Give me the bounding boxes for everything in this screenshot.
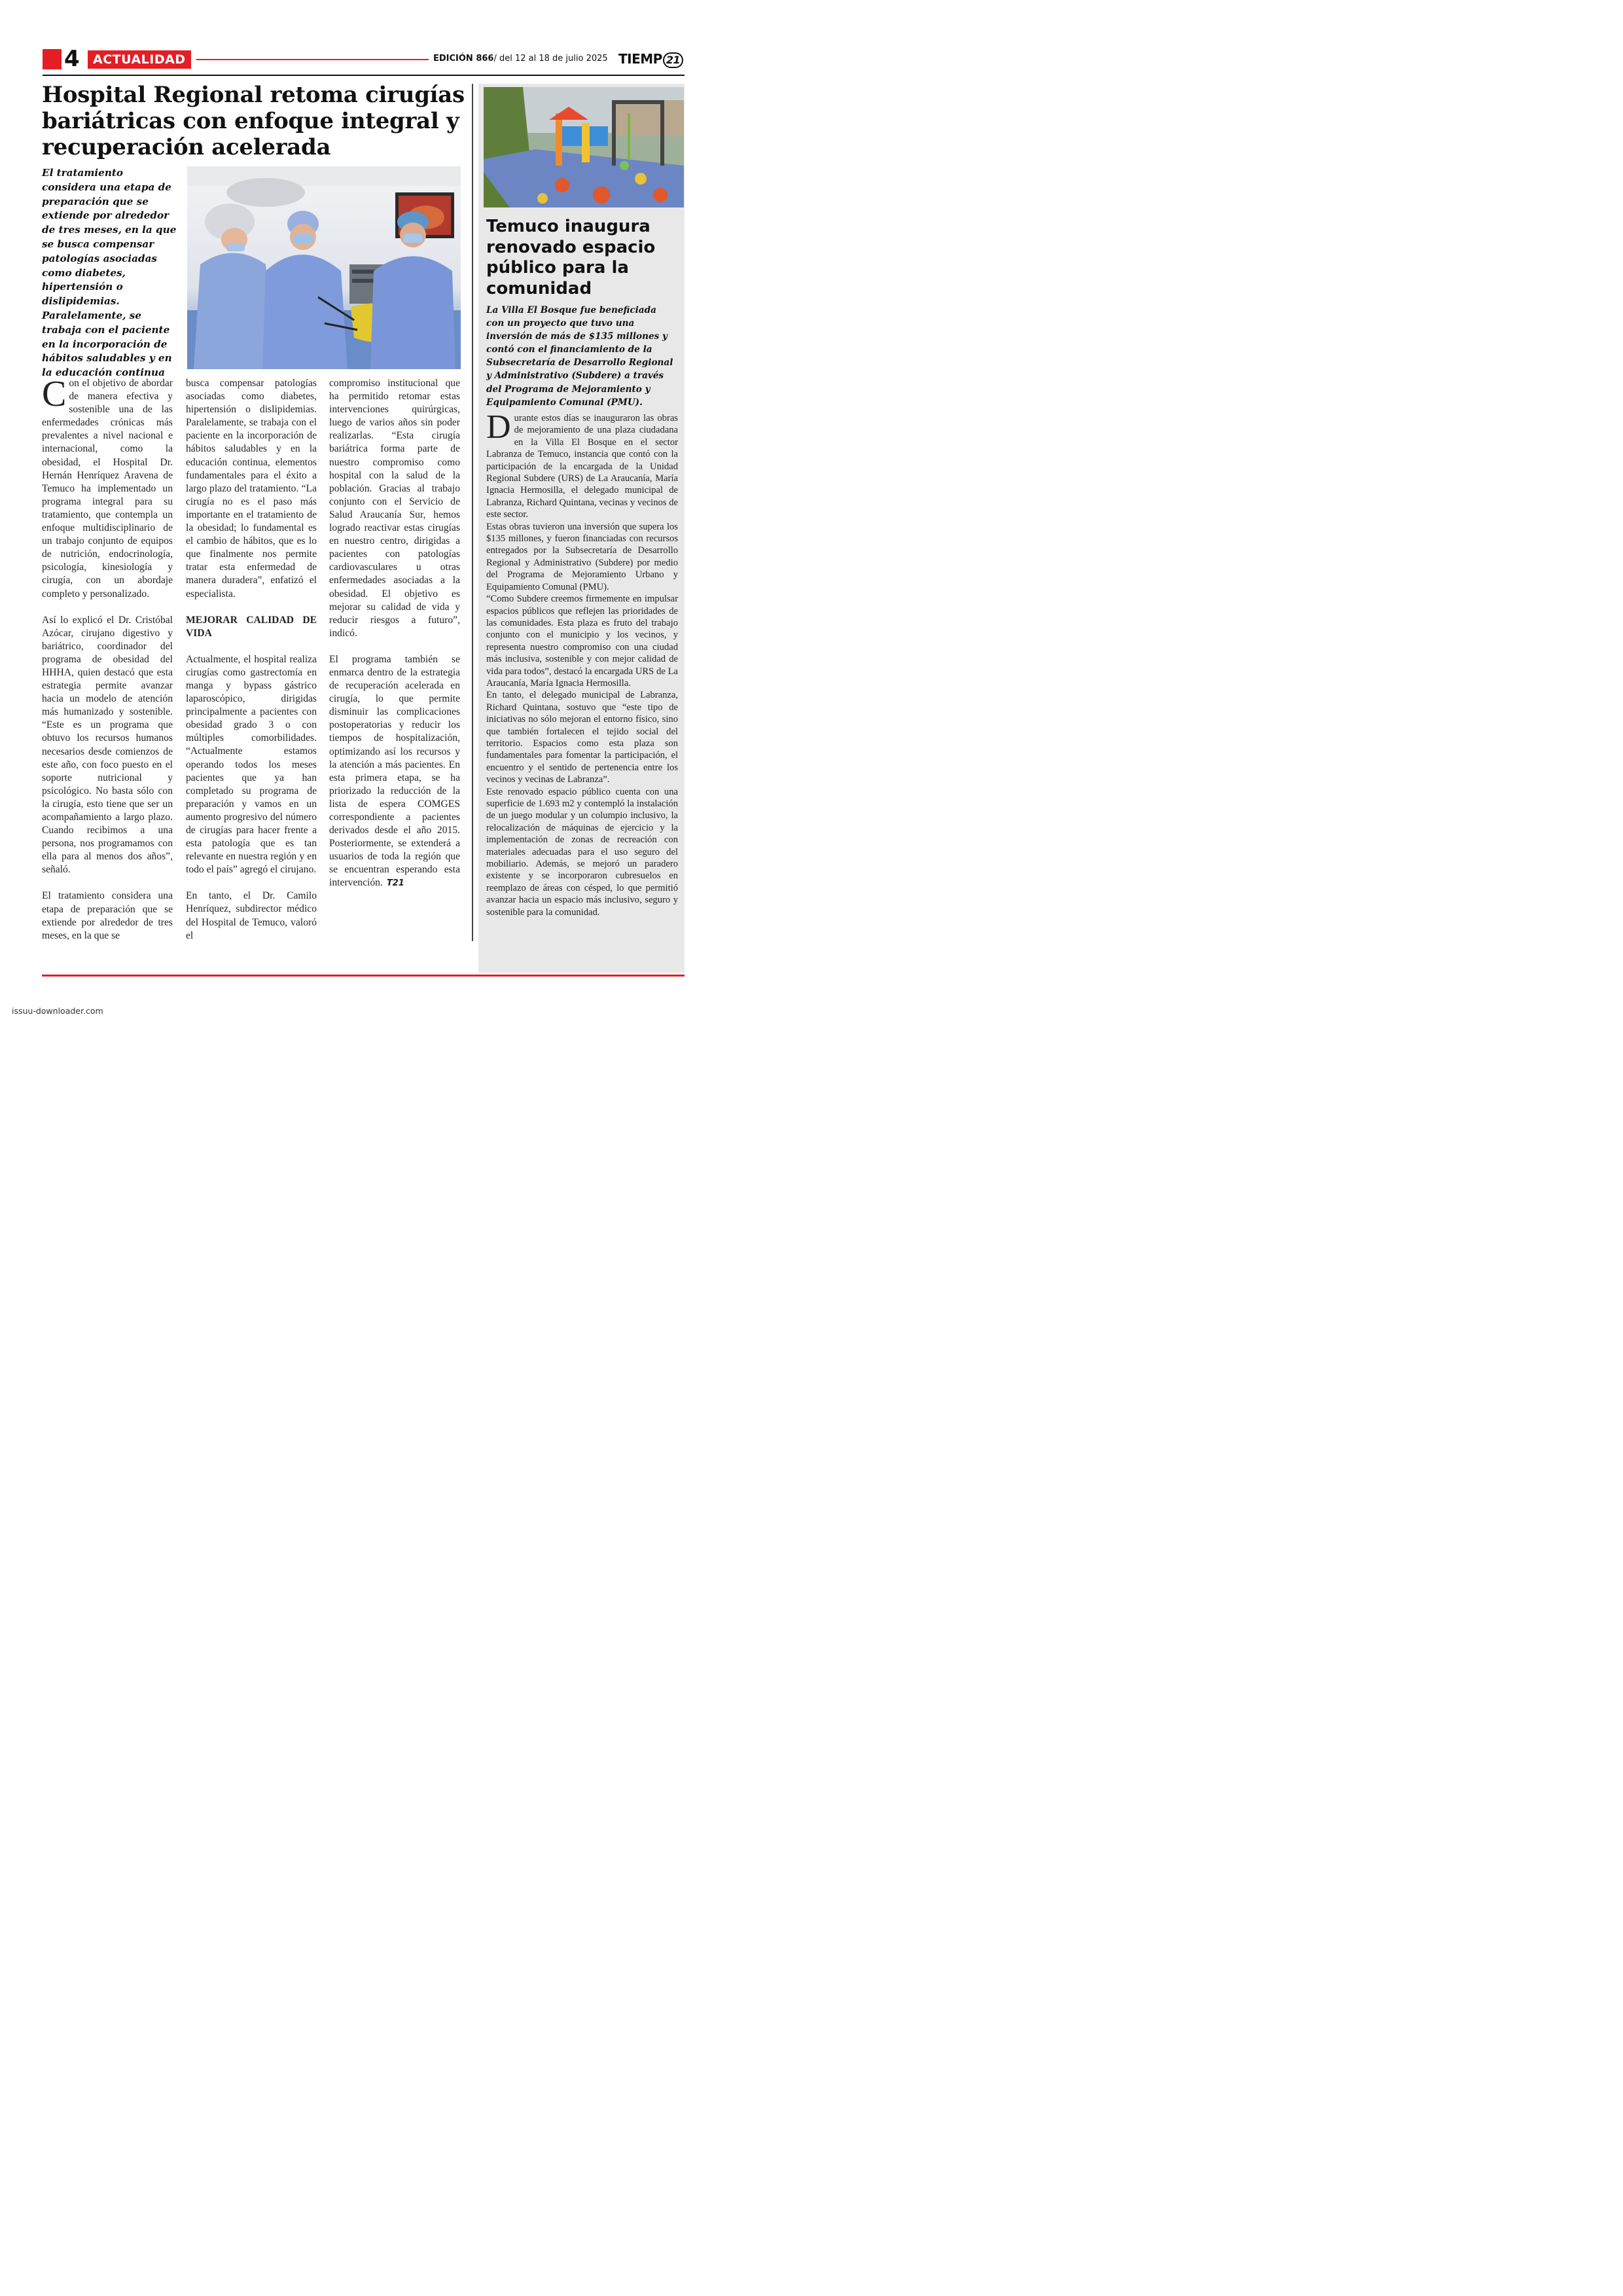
section-label: ACTUALIDAD — [88, 50, 191, 69]
article-paragraph: busca compensar patologías asociadas como diabetes, hipertensión o dislipidemias. Paralelamente, se trabaja con el paciente en la incorporación de hábitos saludables y en la educación continua, elementos fundamentales para el éxito a largo plazo del tratamiento. “La cirugía no es el paso más importante en el tratamiento de la obesidad; lo fundamental es el cambio de hábitos, que es lo que finalmente nos permite tratar esta enfermedad de manera duradera”, enfatizó el especialista. — [186, 378, 317, 600]
playground-photo — [484, 87, 684, 207]
header-red-line — [196, 59, 429, 60]
edition-dates: / del 12 al 18 de julio 2025 — [493, 54, 608, 63]
sidebar-paragraph: En tanto, el delegado municipal de Labranza, Richard Quintana, sostuvo que “este tipo de iniciativas no sólo mejoran el entorno físico, sino que también fortalecen el tejido social del territorio. Espacios como esta plaza son fundamentales para fomentar la participación, el encuentro y el sentido de pertenencia entre los vecinos y vecinas de Labranza”. — [486, 690, 678, 785]
surgery-photo — [187, 166, 461, 369]
footer-red-rule — [42, 975, 685, 977]
article-lead: El tratamiento considera una etapa de preparación que se extiende por alrededor de tres meses, en la que se busca compensar patologías asociadas como diabetes, hipertensión o dislipidemias. Paralelamente, se trabaja con el paciente en la incorporación de hábitos saludables y en la educación continua — [42, 167, 177, 379]
article-paragraph: compromiso institucional que ha permitido retomar estas intervenciones quirúrgicas, luego de varios años sin poder realizarlas. “Esta cirugía bariátrica forma parte de nuestro compromiso como hospital con la salud de la población. Gracias al trabajo conjunto con el Servicio de Salud Araucanía Sur, hemos logrado reactivar estas cirugías en nuestro centro, dirigidas a pacientes con patologías cardiovasculares u otras enfermedades asociadas a la obesidad. El objetivo es mejorar su calidad de vida y reducir riesgos a futuro”, indicó. — [329, 378, 460, 639]
article-paragraph: En tanto, el Dr. Camilo Henríquez, subdirector médico del Hospital de Temuco, valoró el — [186, 890, 317, 941]
article-paragraph: El tratamiento considera una etapa de preparación que se extiende por alrededor de tres meses, en la que se — [42, 890, 173, 941]
sidebar-dropcap: D — [486, 408, 511, 446]
sidebar-lead: La Villa El Bosque fue beneficiada con un proyecto que tuvo una inversión de más de $135 millones y contó con el financiamiento de la Subsecretaría de Desarrollo Regional y Administrativo (Subdere) a través del Programa de Mejoramiento y Equipamiento Comunal (PMU). — [486, 305, 673, 408]
logo-number: 21 — [663, 52, 683, 68]
watermark-text: issuu-downloader.com — [12, 1006, 103, 1016]
sidebar-paragraph: Este renovado espacio público cuenta con una superficie de 1.693 m2 y contempló la instalación de un juego modular y un columpio inclusivo, la relocalización de máquinas de ejercicio y la implementación de zonas de recreación con materiales adecuadas para el uso seguro del mobiliario. Además, se mejoró un paradero existente y se incorporaron cubresuelos en reemplazo de áreas con césped, lo que permitió avanzar hacia un espacio más inclusivo, seguro y sostenible para la comunidad. — [486, 786, 678, 918]
article-column-2 — [186, 377, 317, 942]
edition-number: EDICIÓN 866 — [433, 54, 494, 63]
article-paragraph: Actualmente, el hospital realiza cirugías como gastrectomía en manga y bypass gástrico laparoscópico, dirigidas principalmente a pacientes con obesidad grado 3 o con múltiples comorbilidades. “Actualmente estamos operando todos los meses pacientes que ya han completado su programa de preparación y vamos en un aumento progresivo del número de cirugías para hacer frente a esta patología que es tan relevante en nuestra región y en todo el país” agregó el cirujano. — [186, 653, 317, 876]
header-rule — [43, 75, 685, 76]
article-column-1 — [42, 374, 173, 942]
newspaper-logo — [618, 50, 683, 68]
sidebar-paragraph: “Como Subdere creemos firmemente en impulsar espacios públicos que reflejen las prioridades de las comunidades. Esta plaza es fruto del trabajo conjunto con el municipio y los vecinos, y representa nuestro compromiso con una ciudad más inclusiva, sostenible y con mejor calidad de vida para todos”, destacó la encargada URS de La Araucanía, María Ignacia Hermosilla. — [486, 594, 678, 689]
article-dropcap: C — [42, 374, 67, 414]
article-column-3 — [329, 377, 460, 890]
article-paragraph: El programa también se enmarca dentro de la estrategia de recuperación acelerada en cirugía, lo que permite disminuir las complicaciones postoperatorias y reducir los tiempos de hospitalización, optimizando así los recursos y la atención a más pacientes. En esta primera etapa, se ha priorizado la reducción de la lista de espera COMGES correspondiente a pacientes derivados desde el año 2015. Posteriormente, se extenderá a usuarios de toda la región que se encuentran esperando esta intervención. — [329, 653, 460, 889]
article-paragraph: Así lo explicó el Dr. Cristóbal Azócar, cirujano digestivo y bariátrico, coordinador del programa de obesidad del HHHA, quien destacó que esta estrategia permite avanzar hacia un modelo de atención más humanizado y sostenible. “Este es un programa que obtuvo los recursos humanos necesarios desde comienzos de este año, con foco puesto en el soporte nutricional y psicológico. No basta sólo con la cirugía, esto tiene que ser un acompañamiento a largo plazo. Cuando recibimos a una persona, nos programamos con ella para al menos dos años”, señaló. — [42, 614, 173, 876]
page-number: 4 — [64, 46, 80, 72]
sidebar-body — [486, 408, 678, 918]
sidebar-headline: Temuco inaugura renovado espacio público para la comunidad — [486, 217, 656, 298]
header-red-block — [43, 49, 62, 69]
edition-info — [433, 52, 608, 65]
article-headline: Hospital Regional retoma cirugías bariátricas con enfoque integral y recuperación acelerada — [42, 82, 465, 160]
column-divider — [472, 84, 473, 941]
article-paragraph: on el objetivo de abordar de manera efectiva y sostenible una de las enfermedades crónicas más prevalentes a nivel nacional e internacional, como la obesidad, el Hospital Dr. Hernán Henríquez Aravena de Temuco ha implementado un programa integral para su tratamiento, que contempla un enfoque multidisciplinario de un trabajo conjunto de equipos de nutrición, endocrinología, psicología, kinesiología y cirugía, con un abordaje completo y personalizado. — [42, 378, 173, 600]
logo-text: TIEMP — [618, 51, 662, 67]
article-subheading: MEJORAR CALIDAD DE VIDA — [186, 614, 317, 639]
sidebar-paragraph: Estas obras tuvieron una inversión que supera los $135 millones, y fueron financiadas con recursos entregados por la Subsecretaría de Desarrollo Regional y Administrativo (Subdere) por medio del Programa de Mejoramiento Urbano y Equipamiento Comunal (PMU). — [486, 521, 678, 592]
end-mark-logo: T21 — [386, 878, 404, 888]
sidebar-paragraph: urante estos días se inauguraron las obras de mejoramiento de una plaza ciudadana en la Villa El Bosque en el sector Labranza de Temuco, instancia que contó con la participación de la encargada de la Unidad Regional Subdere (URS) de La Araucanía, María Ignacia Hermosilla, el delegado municipal de Labranza, Richard Quintana, vecinas y vecinos de este sector. — [486, 413, 678, 520]
